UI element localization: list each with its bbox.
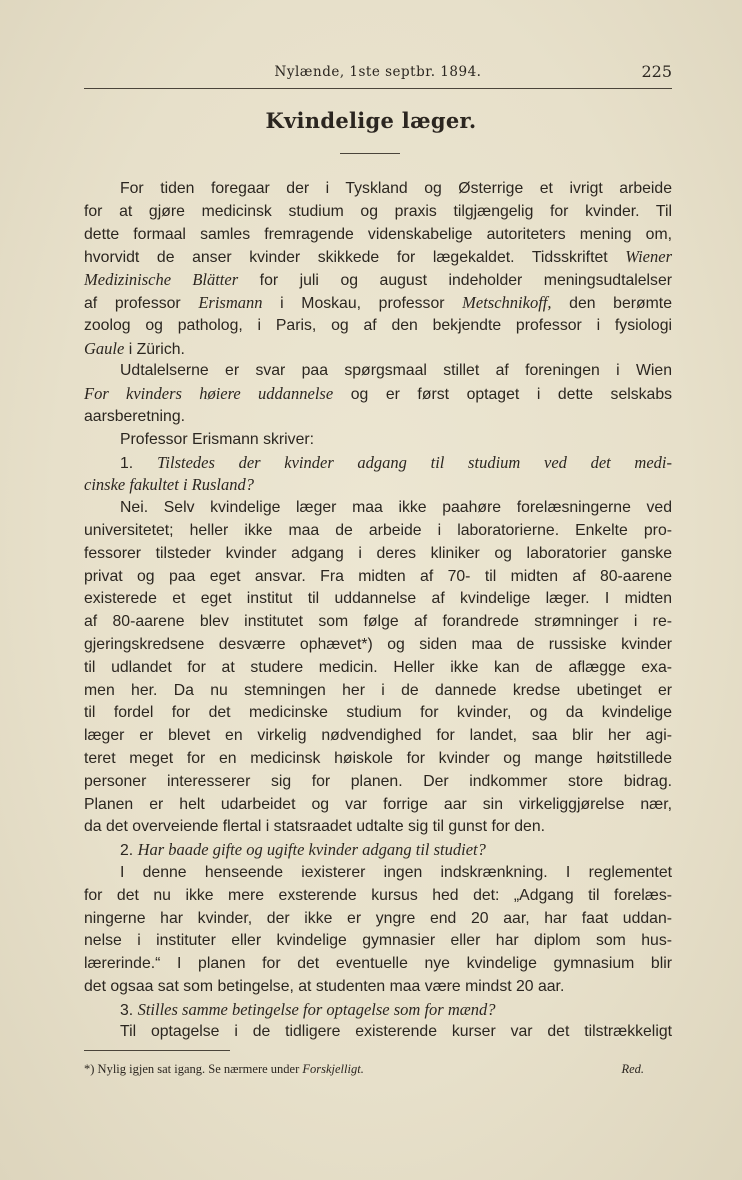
line-text: fessorer tilsteder kvinder adgang i deres kliniker og laboratorier ganske xyxy=(84,544,672,562)
line-text: dette formaal samles fremragende videnskabelige autoriteters mening om, xyxy=(84,225,672,243)
footnote-rule xyxy=(84,1050,230,1051)
body-line xyxy=(84,178,672,201)
body-line xyxy=(84,816,672,839)
italic-text: cinske fakultet i Rusland? xyxy=(84,475,255,495)
line-text: og er først optaget i dette selskabs xyxy=(333,386,673,404)
line-text: existerede et eget institut til uddannelse af kvindelige læger. I midten xyxy=(84,590,672,608)
line-text: I denne henseende iexisterer ingen indskrænkning. I reglementet xyxy=(120,863,672,881)
body-line xyxy=(84,634,672,657)
line-text: for at gjøre medicinsk studium og praxis tilgjængelig for kvinder. Til xyxy=(84,202,672,220)
footnote-mark: *) xyxy=(84,1062,95,1076)
footnote-text: Nylig igjen sat igang. Se nærmere under xyxy=(97,1062,303,1076)
line-text: lærerinde.“ I planen for det eventuelle nye kvindelige gymnasium blir xyxy=(84,955,672,973)
body-line xyxy=(84,771,672,794)
body-line xyxy=(84,246,672,269)
body-line xyxy=(84,292,672,315)
line-text: privat og paa eget ansvar. Fra midten af 70- til midten af 80-aarene xyxy=(84,567,672,585)
body-line xyxy=(84,657,672,680)
line-text: for det nu ikke mere exsterende kursus hed det: „Adgang til forelæs- xyxy=(84,886,672,904)
body-line xyxy=(84,383,672,406)
line-text: 3. xyxy=(120,1001,138,1019)
article-body xyxy=(84,178,672,1044)
italic-text: For kvinders høiere uddannelse xyxy=(84,384,334,404)
line-text: gjeringskredsene desværre ophævet*) og siden maa de russiske kvinder xyxy=(84,635,672,653)
italic-text: Stilles samme betingelse for optagelse som for mænd? xyxy=(137,999,496,1019)
body-line xyxy=(84,224,672,247)
body-line xyxy=(84,611,672,634)
body-line xyxy=(84,680,672,703)
line-text: For tiden foregaar der i Tyskland og Østerrige et ivrigt arbeide xyxy=(120,180,672,197)
body-line xyxy=(84,360,672,383)
running-title: Nylænde, 1ste septbr. 1894. xyxy=(274,64,482,80)
article-title: Kvindelige læger. xyxy=(265,108,477,133)
line-text: da det overveiende flertal i statsraadet udtalte sig til gunst for den. xyxy=(84,818,546,836)
line-text: 2. xyxy=(120,842,138,860)
line-text: aarsberetning. xyxy=(84,407,185,425)
body-line xyxy=(84,908,672,931)
body-line xyxy=(84,429,672,452)
line-text: universitetet; heller ikke maa de arbeide i laboratorierne. Enkelte pro- xyxy=(84,521,672,539)
footnote-signature: Red. xyxy=(621,1062,644,1076)
italic-text: Metschnikoff, xyxy=(462,292,552,312)
line-text: ningerne har kvinder, der ikke er yngre end 20 aar, har faat uddan- xyxy=(84,909,672,927)
body-line xyxy=(84,953,672,976)
body-line xyxy=(84,976,672,999)
body-line xyxy=(84,588,672,611)
page-number: 225 xyxy=(641,62,672,81)
body-line xyxy=(84,702,672,725)
line-text: til fordel for det medicinske studium for kvinder, og da kvindelige xyxy=(84,704,672,722)
line-text: læger er blevet en virkelig nødvendighed for landet, saa blir her agi- xyxy=(84,727,672,745)
italic-text: Gaule xyxy=(84,338,125,358)
line-text: zoolog og patholog, i Paris, og af den bekjendte professor i fysiologi xyxy=(84,316,672,334)
footnote xyxy=(84,1062,644,1077)
body-line xyxy=(84,1021,672,1044)
line-text: af professor xyxy=(84,294,199,312)
line-text: i Zürich. xyxy=(124,340,185,358)
body-line xyxy=(84,315,672,338)
body-line xyxy=(84,201,672,224)
body-line xyxy=(84,885,672,908)
body-line xyxy=(84,794,672,817)
line-text: hvorvidt de anser kvinder skikkede for lægekaldet. Tidsskriftet xyxy=(84,249,626,267)
title-divider xyxy=(340,153,400,154)
line-text: Planen er helt udarbeidet og var forrige aar sin virkeliggjørelse nær, xyxy=(84,795,672,813)
line-text: Til optagelse i de tidligere existerende kurser var det tilstrækkeligt xyxy=(120,1023,672,1041)
footnote-reference: Forskjelligt. xyxy=(302,1062,364,1076)
line-text: den berømte xyxy=(551,294,672,312)
header-rule xyxy=(84,88,672,89)
body-line xyxy=(84,269,672,292)
body-line xyxy=(84,839,672,862)
line-text: Professor Erismann skriver: xyxy=(120,430,314,448)
body-line xyxy=(84,930,672,953)
italic-text: Erismann xyxy=(198,292,263,312)
line-text: men her. Da nu stemningen her i de dannede kredse ubetinget er xyxy=(84,681,672,699)
line-text: det ogsaa sat som betingelse, at studenten maa være mindst 20 aar. xyxy=(84,977,565,995)
italic-text: Har baade gifte og ugifte kvinder adgang til studiet? xyxy=(137,840,486,860)
italic-text: Wiener xyxy=(625,247,672,267)
body-line xyxy=(84,862,672,885)
body-line xyxy=(84,725,672,748)
line-text: 1. xyxy=(120,454,158,472)
line-text: nelse i instituter eller kvindelige gymnasier eller har diplom som hus- xyxy=(84,932,672,950)
body-line xyxy=(84,566,672,589)
body-line xyxy=(84,543,672,566)
body-line xyxy=(84,497,672,520)
italic-text: Tilstedes der kvinder adgang til studium ved det medi- xyxy=(157,452,672,472)
line-text: personer interesserer sig for planen. Der indkommer store bidrag. xyxy=(84,772,672,790)
line-text: af 80-aarene blev institutet som følge af forandrede strømninger i re- xyxy=(84,613,672,631)
body-line xyxy=(84,474,672,497)
body-line xyxy=(84,338,672,361)
line-text: teret meget for en medicinsk høiskole for kvinder og mange høitstillede xyxy=(84,749,672,767)
body-line xyxy=(84,999,672,1022)
body-line xyxy=(84,748,672,771)
running-head xyxy=(84,62,672,86)
line-text: Nei. Selv kvindelige læger maa ikke paahøre forelæsningerne ved xyxy=(120,499,672,517)
body-line xyxy=(84,452,672,475)
line-text: til udlandet for at studere medicin. Heller ikke kan de aflægge exa- xyxy=(84,658,672,676)
italic-text: Medizinische Blätter xyxy=(84,270,239,290)
body-line xyxy=(84,406,672,429)
line-text: for juli og august indeholder meningsudtalelser xyxy=(238,272,672,290)
line-text: i Moskau, professor xyxy=(262,294,463,312)
body-line xyxy=(84,520,672,543)
line-text: Udtalelserne er svar paa spørgsmaal stillet af foreningen i Wien xyxy=(120,362,672,380)
